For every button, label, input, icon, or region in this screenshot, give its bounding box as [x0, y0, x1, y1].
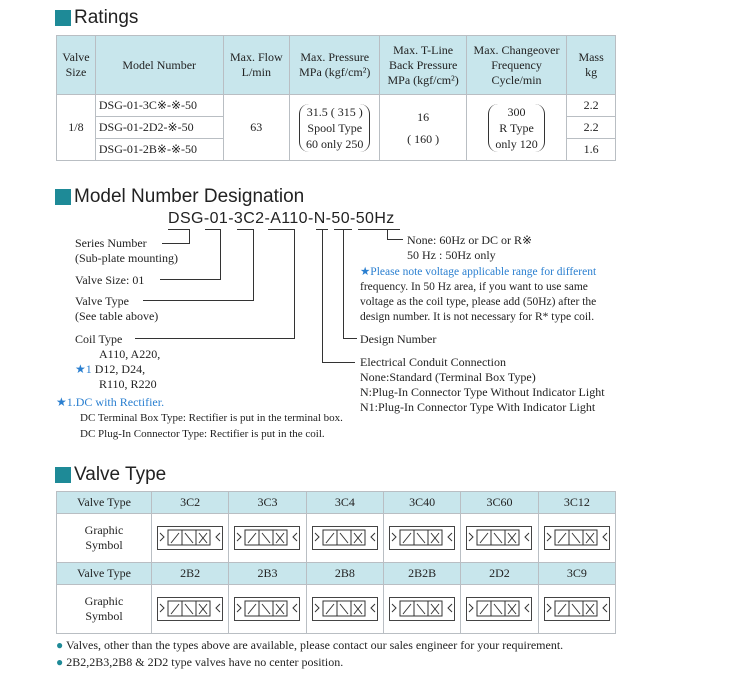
row-label: Valve Type — [57, 563, 152, 585]
header-max-flow: Max. Flow L/min — [223, 36, 289, 95]
valve-type-title: Valve Type — [74, 464, 167, 485]
footnote: ● Valves, other than the types above are available, please contact our sales engineer for your requirement. — [56, 638, 564, 652]
cell-valve-size: 1/8 — [57, 95, 96, 161]
valve-type-heading — [55, 465, 166, 485]
valve-code: 3C3 — [229, 492, 306, 514]
cell-mass: 1.6 — [567, 139, 616, 161]
valve-code: 3C40 — [383, 492, 460, 514]
valve-symbol-icon — [466, 526, 532, 550]
valve-code: 3C60 — [461, 492, 538, 514]
valve-code: 2D2 — [461, 563, 538, 585]
designation-heading — [55, 187, 304, 207]
valve-type-table — [56, 491, 616, 634]
cell-mass: 2.2 — [567, 95, 616, 117]
cell-mass: 2.2 — [567, 117, 616, 139]
cell-max-changeover: 300 R Type only 120 — [466, 95, 566, 161]
header-valve-size: Valve Size — [57, 36, 96, 95]
series-number-label: Series Number (Sub-plate mounting) — [75, 236, 178, 265]
valve-code: 2B8 — [306, 563, 383, 585]
cell-model: DSG-01-3C※-※-50 — [95, 95, 223, 117]
valve-symbol-icon — [312, 526, 378, 550]
header-max-tline: Max. T-Line Back Pressure MPa (kgf/cm²) — [380, 36, 466, 95]
header-max-pressure: Max. Pressure MPa (kgf/cm²) — [290, 36, 380, 95]
hz-note: ★Please note voltage applicable range for different frequency. In 50 Hz area, if you want to use same voltage as the coil type, please add (50Hz) after the design number. It is not necessary for R* type coil. — [360, 266, 597, 323]
ratings-heading — [55, 8, 138, 28]
conduit-options: Electrical Conduit Connection None:Standard (Terminal Box Type) N:Plug-In Connector Type Without Indicator Light N1:Plug-In Connector Type With Indicator Light — [360, 355, 605, 414]
ratings-table — [56, 35, 616, 161]
section-marker-icon — [55, 10, 71, 26]
valve-code: 2B2B — [383, 563, 460, 585]
header-model-number: Model Number — [95, 36, 223, 95]
valve-symbol-icon — [157, 597, 223, 621]
row-label: Valve Type — [57, 492, 152, 514]
cell-max-tline: 16 ( 160 ) — [380, 95, 466, 161]
valve-symbol-icon — [234, 526, 300, 550]
coil-star-marker: ★1 — [75, 362, 92, 376]
valve-code: 3C4 — [306, 492, 383, 514]
valve-symbol-icon — [466, 597, 532, 621]
valve-code: 2B2 — [152, 563, 229, 585]
valve-symbol-icon — [544, 526, 610, 550]
valve-type-label: Valve Type (See table above) — [75, 294, 159, 323]
valve-symbol-icon — [544, 597, 610, 621]
valve-code: 3C2 — [152, 492, 229, 514]
design-number-label: Design Number — [360, 332, 437, 346]
hz-options: None: 60Hz or DC or R※ 50 Hz : 50Hz only — [407, 233, 533, 262]
valve-symbol-icon — [312, 597, 378, 621]
section-marker-icon — [55, 189, 71, 205]
symbol-label: Graphic Symbol — [57, 514, 152, 563]
cell-max-flow: 63 — [223, 95, 289, 161]
footnote: ● 2B2,2B3,2B8 & 2D2 type valves have no center position. — [56, 655, 344, 669]
designation-title: Model Number Designation — [74, 186, 305, 207]
section-marker-icon — [55, 467, 71, 483]
valve-symbol-icon — [389, 526, 455, 550]
header-mass: Mass kg — [567, 36, 616, 95]
valve-symbol-icon — [389, 597, 455, 621]
cell-model: DSG-01-2D2-※-50 — [95, 117, 223, 139]
cell-max-pressure: 31.5 ( 315 ) Spool Type 60 only 250 — [290, 95, 380, 161]
ratings-title: Ratings — [74, 7, 139, 28]
valve-code: 2B3 — [229, 563, 306, 585]
cell-model: DSG-01-2B※-※-50 — [95, 139, 223, 161]
header-max-changeover: Max. Changeover Frequency Cycle/min — [466, 36, 566, 95]
symbol-label: Graphic Symbol — [57, 585, 152, 634]
model-code: DSG-01-3C2-A110-N-50-50Hz — [168, 210, 395, 227]
valve-size-label: Valve Size: 01 — [75, 273, 145, 287]
valve-symbol-icon — [234, 597, 300, 621]
valve-code: 3C12 — [538, 492, 615, 514]
valve-code: 3C9 — [538, 563, 615, 585]
dc-note: ★1.DC with Rectifier. DC Terminal Box Type: Rectifier is put in the terminal box. DC Plug-In Connector Type: Rectifier is put in the coil. — [56, 395, 343, 440]
coil-type-label: Coil Type A110, A220, ★1 D12, D24, R110, R220 — [75, 332, 161, 391]
valve-symbol-icon — [157, 526, 223, 550]
